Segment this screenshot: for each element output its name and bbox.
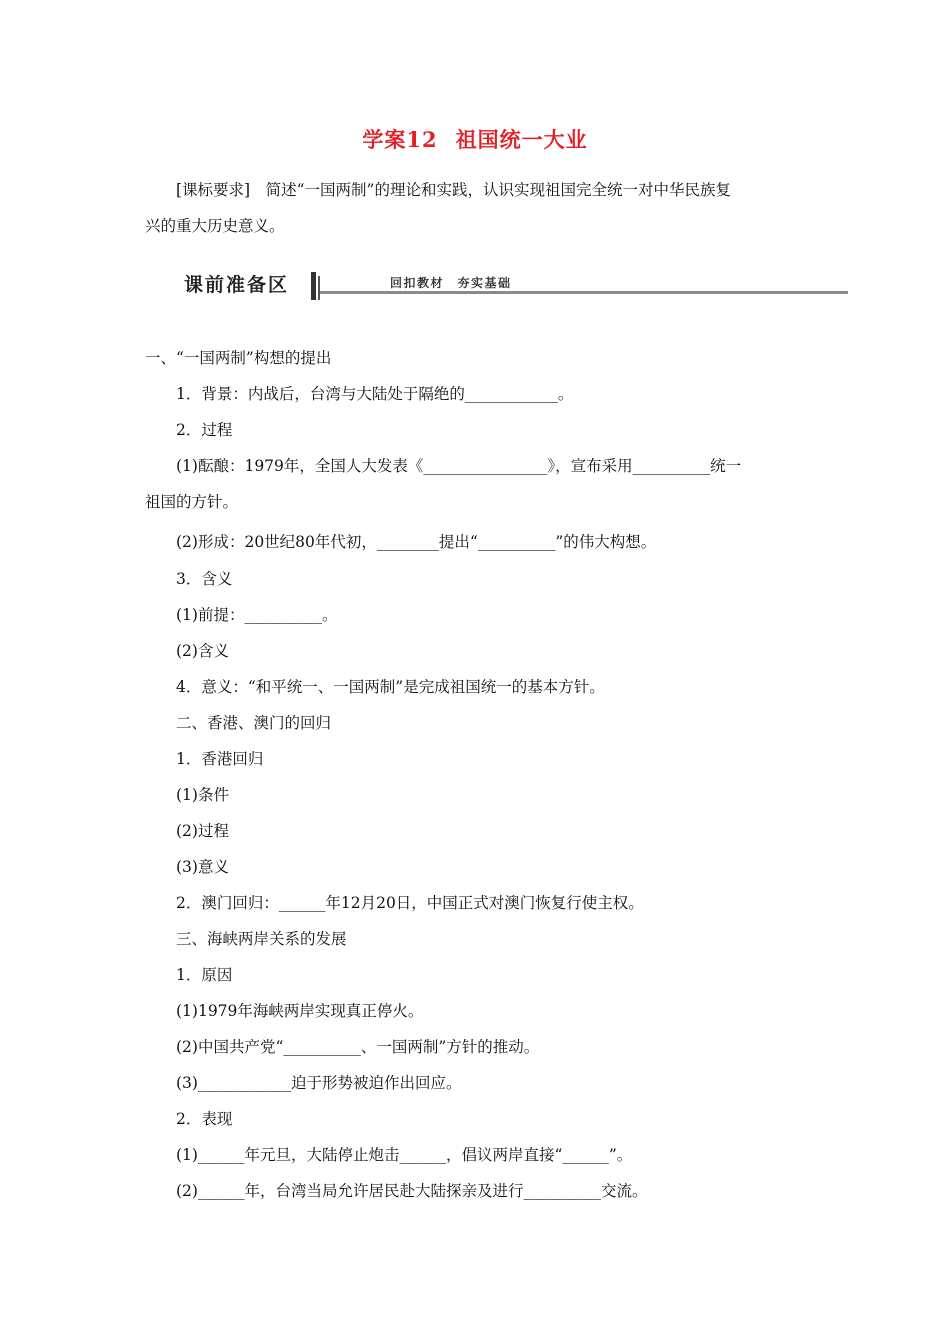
line-formation: (2)形成：20世纪80年代初，________提出“__________”的伟大构想。 bbox=[176, 533, 657, 551]
line-hk-process: (2)过程 bbox=[176, 822, 229, 840]
curriculum-requirement bbox=[145, 172, 810, 244]
line-hk-return: 1．香港回归 bbox=[176, 750, 264, 768]
line-reason-3: (3)____________迫于形势被迫作出回应。 bbox=[176, 1074, 462, 1092]
line-manifestation: 2．表现 bbox=[176, 1110, 233, 1128]
line-brewing: (1)酝酿：1979年，全国人大发表《________________》，宣布采用__________统一 bbox=[176, 457, 742, 475]
banner-bar-thin bbox=[318, 276, 320, 300]
line-process: 2．过程 bbox=[176, 421, 233, 439]
banner-label: 课前准备区 bbox=[180, 270, 316, 300]
line-content: (2)含义 bbox=[176, 642, 229, 660]
heading-cross-strait: 三、海峡两岸关系的发展 bbox=[176, 930, 347, 948]
section-banner bbox=[180, 270, 848, 302]
title-topic: 祖国统一大业 bbox=[455, 127, 588, 152]
line-reasons: 1．原因 bbox=[176, 966, 233, 984]
line-manifestation-1: (1)______年元旦，大陆停止炮击______，倡议两岸直接“______”。 bbox=[176, 1146, 633, 1164]
line-brewing-cont: 祖国的方针。 bbox=[145, 493, 239, 511]
banner-rule bbox=[318, 291, 848, 294]
heading-one-country-two-systems: 一、“一国两制”构想的提出 bbox=[145, 349, 332, 367]
line-manifestation-2: (2)______年，台湾当局允许居民赴大陆探亲及进行__________交流。 bbox=[176, 1182, 648, 1200]
line-hk-significance: (3)意义 bbox=[176, 858, 229, 876]
line-reason-1: (1)1979年海峡两岸实现真正停火。 bbox=[176, 1002, 424, 1020]
line-meaning: 3．含义 bbox=[176, 570, 233, 588]
line-macau-return: 2．澳门回归：______年12月20日，中国正式对澳门恢复行使主权。 bbox=[176, 894, 644, 912]
title-lesson-number: 学案12 bbox=[362, 127, 438, 152]
banner-subtitle: 回扣教材 夯实基础 bbox=[390, 276, 512, 290]
line-reason-2: (2)中国共产党“__________、一国两制”方针的推动。 bbox=[176, 1038, 540, 1056]
line-significance: 4．意义：“和平统一、一国两制”是完成祖国统一的基本方针。 bbox=[176, 678, 605, 696]
page-title bbox=[0, 124, 950, 154]
banner-bar bbox=[311, 272, 316, 300]
requirement-line-2: 兴的重大历史意义。 bbox=[145, 217, 285, 235]
line-premise: (1)前提：__________。 bbox=[176, 606, 338, 624]
heading-hk-macau: 二、香港、澳门的回归 bbox=[176, 714, 332, 732]
line-background: 1．背景：内战后，台湾与大陆处于隔绝的____________。 bbox=[176, 385, 574, 403]
requirement-line-1: [课标要求] 简述“一国两制”的理论和实践，认识实现祖国完全统一对中华民族复 bbox=[176, 181, 731, 199]
line-hk-conditions: (1)条件 bbox=[176, 786, 229, 804]
